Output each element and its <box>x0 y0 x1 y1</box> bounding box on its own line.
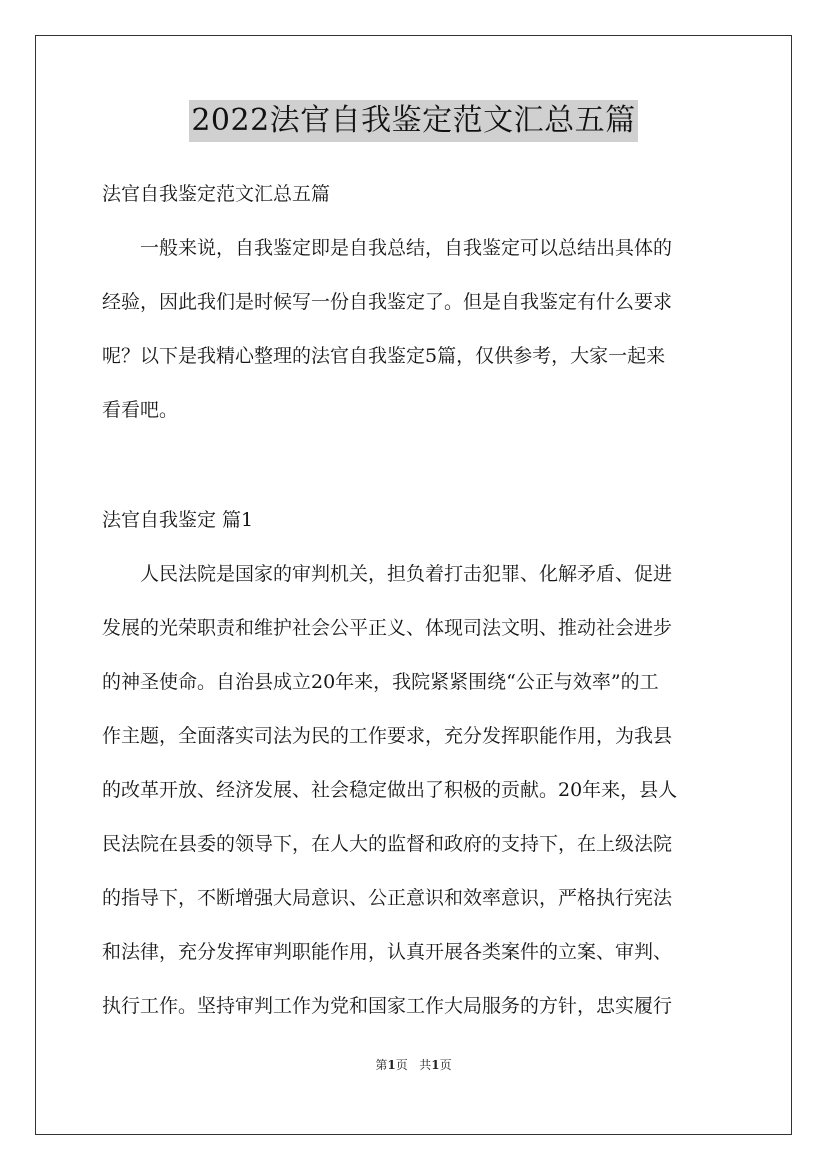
section-1-heading: 法官自我鉴定 篇1 <box>102 509 254 531</box>
page-label-prefix: 第 <box>375 1058 388 1072</box>
section-1-line-4: 作主题，全面落实司法为民的工作要求，充分发挥职能作用，为我县 <box>102 725 673 747</box>
document-subtitle: 法官自我鉴定范文汇总五篇 <box>102 183 331 205</box>
section-1-line-5: 的改革开放、经济发展、社会稳定做出了积极的贡献。20年来，县人 <box>102 779 678 801</box>
section-1-line-2: 发展的光荣职责和维护社会公平正义、体现司法文明、推动社会进步 <box>102 617 673 639</box>
intro-line-4: 看看吧。 <box>102 399 179 421</box>
intro-line-1: 一般来说，自我鉴定即是自我总结，自我鉴定可以总结出具体的 <box>140 237 673 259</box>
page-label-suffix: 页 <box>395 1058 408 1072</box>
document-title: 2022法官自我鉴定范文汇总五篇 <box>189 100 637 142</box>
section-1-line-6: 民法院在县委的领导下，在人大的监督和政府的支持下，在上级法院 <box>102 833 673 855</box>
section-1-line-7: 的指导下，不断增强大局意识、公正意识和效率意识，严格执行宪法 <box>102 887 673 909</box>
page-footer <box>0 1056 827 1073</box>
section-1-line-1: 人民法院是国家的审判机关，担负着打击犯罪、化解矛盾、促进 <box>140 563 673 585</box>
page-number: 1 <box>387 1058 396 1072</box>
section-1-line-9: 执行工作。坚持审判工作为党和国家工作大局服务的方针，忠实履行 <box>102 995 673 1017</box>
title-container <box>0 100 827 142</box>
intro-line-2: 经验，因此我们是时候写一份自我鉴定了。但是自我鉴定有什么要求 <box>102 291 673 313</box>
section-1-line-8: 和法律，充分发挥审判职能作用，认真开展各类案件的立案、审判、 <box>102 941 673 963</box>
intro-line-3: 呢？以下是我精心整理的法官自我鉴定5篇，仅供参考，大家一起来 <box>102 345 666 367</box>
section-1-line-3: 的神圣使命。自治县成立20年来，我院紧紧围绕“公正与效率”的工 <box>102 671 659 693</box>
total-label-suffix: 页 <box>439 1058 452 1072</box>
total-label-prefix: 共 <box>419 1058 432 1072</box>
total-pages: 1 <box>431 1058 440 1072</box>
